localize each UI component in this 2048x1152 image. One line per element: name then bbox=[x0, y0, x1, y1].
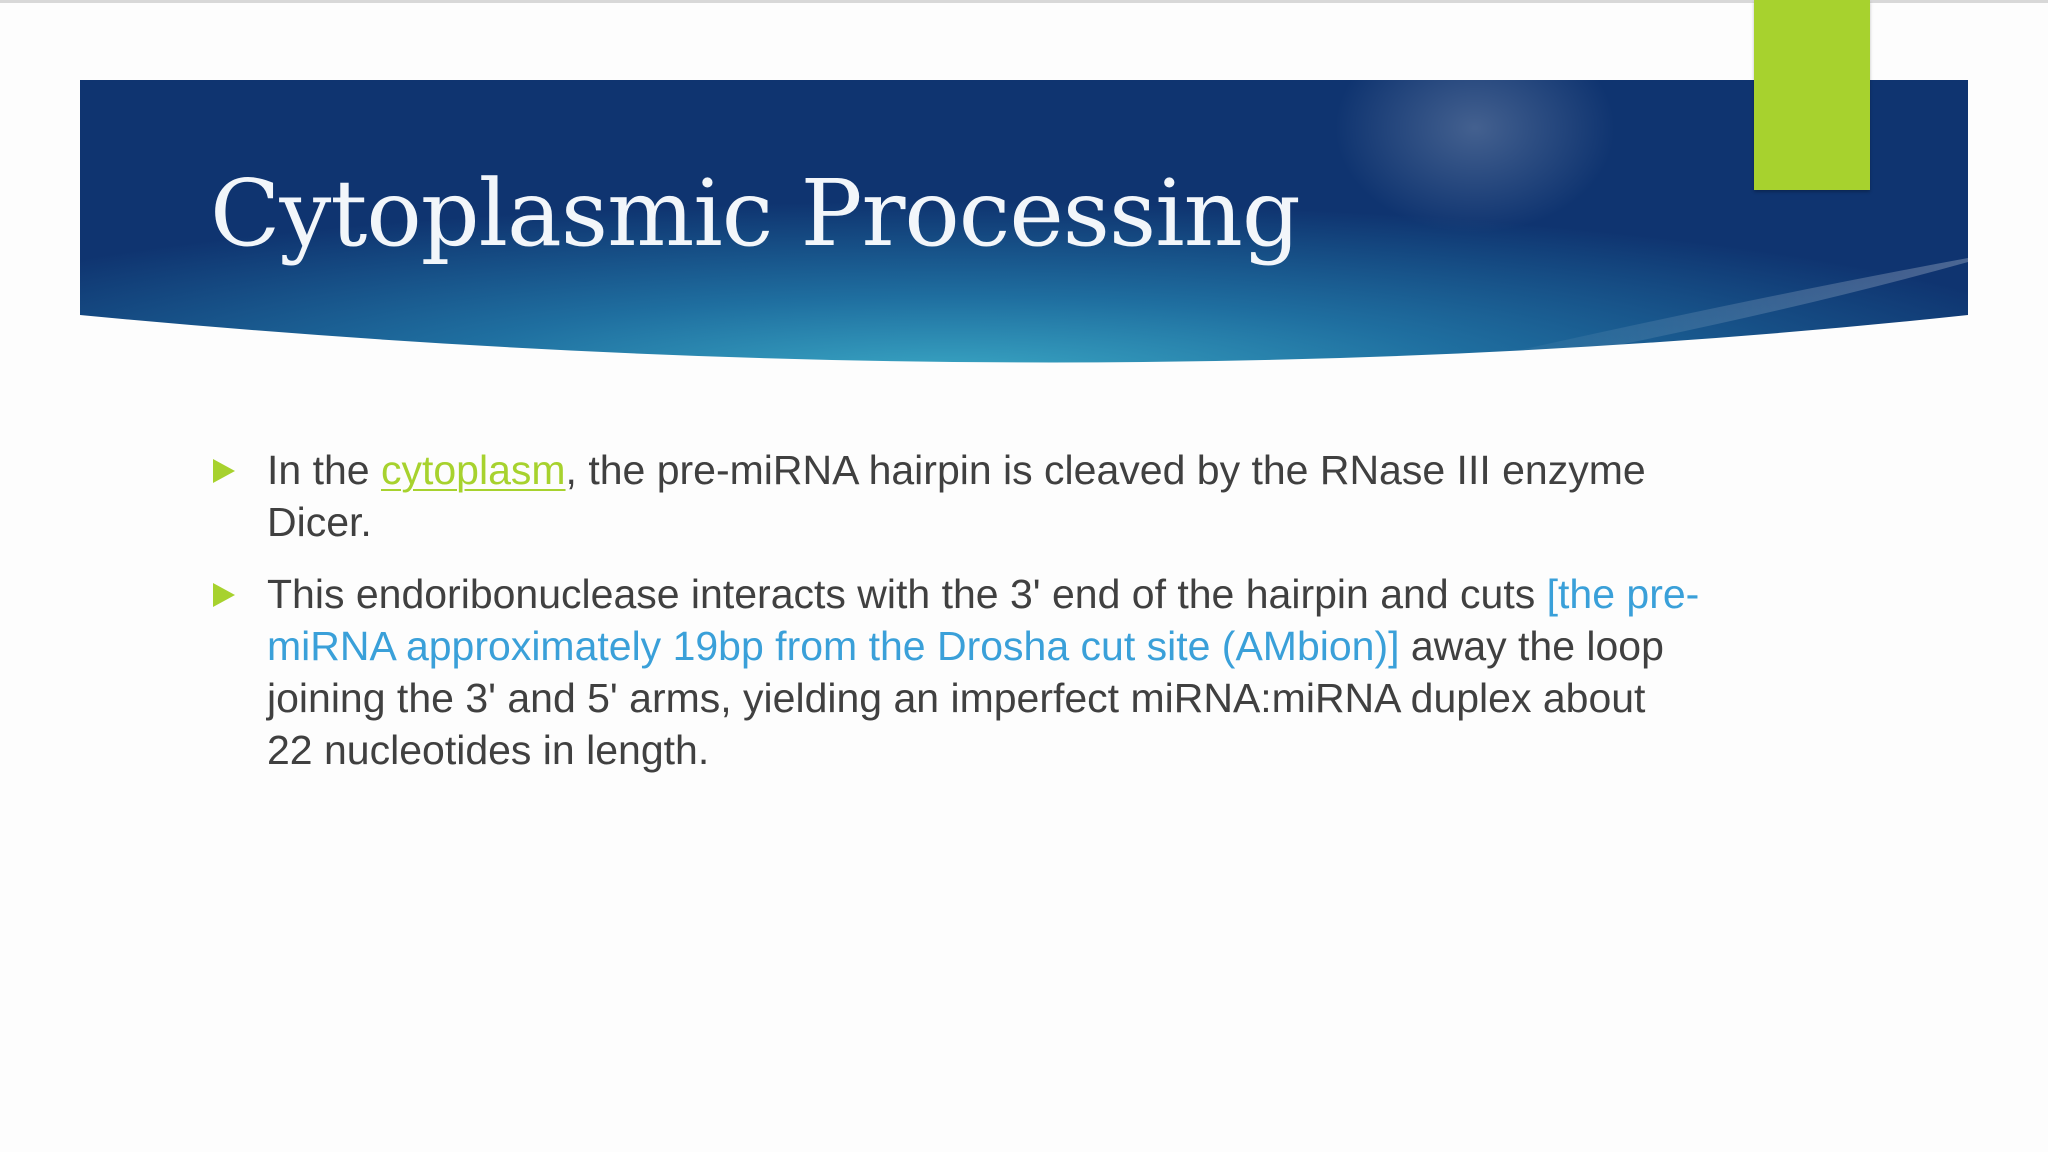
highlighted-text: [the pre-miRNA approximately 19bp from the Drosha cut site (AMbion)] bbox=[267, 571, 1700, 669]
accent-block bbox=[1754, 0, 1870, 190]
bullet-item bbox=[210, 568, 1700, 776]
bullet-text: away the loop joining the 3' and 5' arms, yielding an imperfect miRNA:miRNA duplex about 22 nucleotides in length. bbox=[267, 623, 1664, 773]
bullet-text: This endoribonuclease interacts with the 3' end of the hairpin and cuts bbox=[267, 571, 1547, 617]
bullet-arrow-icon bbox=[213, 583, 235, 607]
bullet-text: In the bbox=[267, 447, 381, 493]
cytoplasm-link[interactable]: cytoplasm bbox=[380, 447, 566, 493]
slide-title: Cytoplasmic Processing bbox=[210, 160, 1300, 267]
bullet-item bbox=[210, 444, 1700, 548]
bullet-arrow-icon bbox=[213, 459, 235, 483]
bullet-list bbox=[210, 444, 1700, 796]
bullet-text: , the pre-miRNA hairpin is cleaved by the RNase III enzyme Dicer. bbox=[267, 447, 1646, 545]
